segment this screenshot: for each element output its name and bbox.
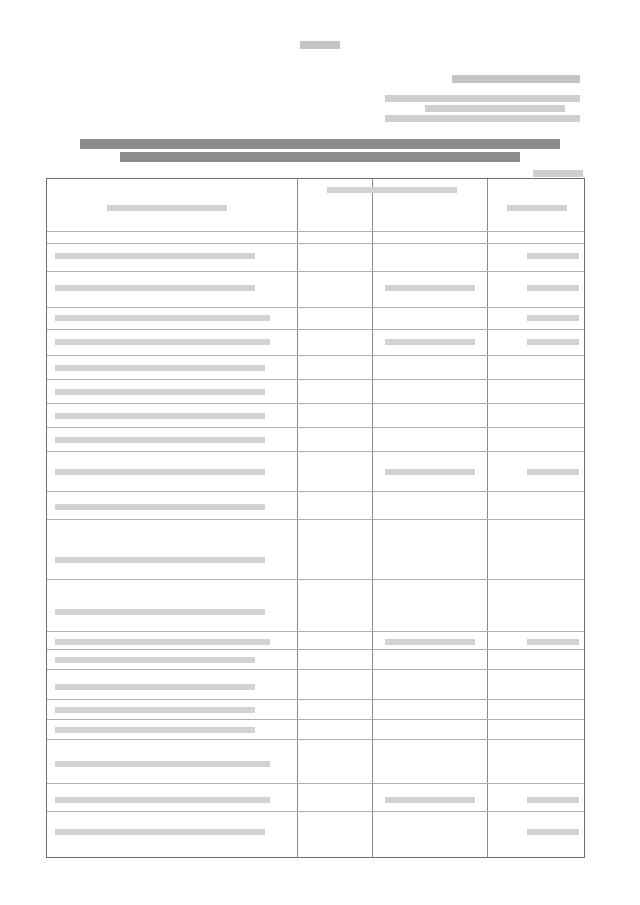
row-divider <box>47 379 584 380</box>
row-text <box>55 339 270 345</box>
row-divider <box>47 669 584 670</box>
row-divider <box>47 451 584 452</box>
row-text <box>55 707 255 713</box>
row-divider <box>47 631 584 632</box>
row-text <box>55 557 265 563</box>
column-divider <box>487 179 488 857</box>
financing-sources-table <box>46 178 585 858</box>
amount-text <box>527 829 579 835</box>
row-text <box>55 469 265 475</box>
code-text <box>385 639 475 645</box>
law-reference-line-3 <box>385 115 580 122</box>
row-text <box>55 285 255 291</box>
row-divider <box>47 355 584 356</box>
row-text <box>55 315 270 321</box>
row-divider <box>47 811 584 812</box>
amount-text <box>527 285 579 291</box>
column-divider <box>297 179 298 857</box>
row-divider <box>47 307 584 308</box>
appendix-label <box>452 75 580 83</box>
row-divider <box>47 739 584 740</box>
code-text <box>385 339 475 345</box>
column-divider <box>372 179 373 857</box>
document-title-line-1 <box>80 139 560 149</box>
amount-text <box>527 469 579 475</box>
code-text <box>385 285 475 291</box>
row-text <box>55 684 255 690</box>
row-text <box>55 504 265 510</box>
header-text <box>507 205 567 211</box>
units-note <box>533 170 583 177</box>
row-divider <box>47 403 584 404</box>
amount-text <box>527 253 579 259</box>
row-text <box>55 609 265 615</box>
amount-text <box>527 797 579 803</box>
row-text <box>55 437 265 443</box>
row-text <box>55 761 270 767</box>
row-divider <box>47 649 584 650</box>
page-number <box>300 41 340 49</box>
code-text <box>385 469 475 475</box>
code-text <box>385 797 475 803</box>
header-text <box>107 205 227 211</box>
row-divider <box>47 231 584 232</box>
row-divider <box>47 519 584 520</box>
row-text <box>55 639 270 645</box>
amount-text <box>527 639 579 645</box>
row-text <box>55 389 265 395</box>
law-reference-line-1 <box>385 95 580 102</box>
row-divider <box>47 719 584 720</box>
row-divider <box>47 699 584 700</box>
row-divider <box>47 491 584 492</box>
row-divider <box>47 427 584 428</box>
row-divider <box>47 579 584 580</box>
row-divider <box>47 243 584 244</box>
row-text <box>55 727 255 733</box>
row-text <box>55 657 255 663</box>
amount-text <box>527 315 579 321</box>
amount-text <box>527 339 579 345</box>
law-reference-line-2 <box>425 105 565 112</box>
header-text <box>327 187 457 193</box>
row-divider <box>47 783 584 784</box>
document-title-line-2 <box>120 152 520 162</box>
row-divider <box>47 329 584 330</box>
row-divider <box>47 271 584 272</box>
row-text <box>55 829 265 835</box>
row-text <box>55 253 255 259</box>
row-text <box>55 797 270 803</box>
row-text <box>55 365 265 371</box>
row-text <box>55 413 265 419</box>
